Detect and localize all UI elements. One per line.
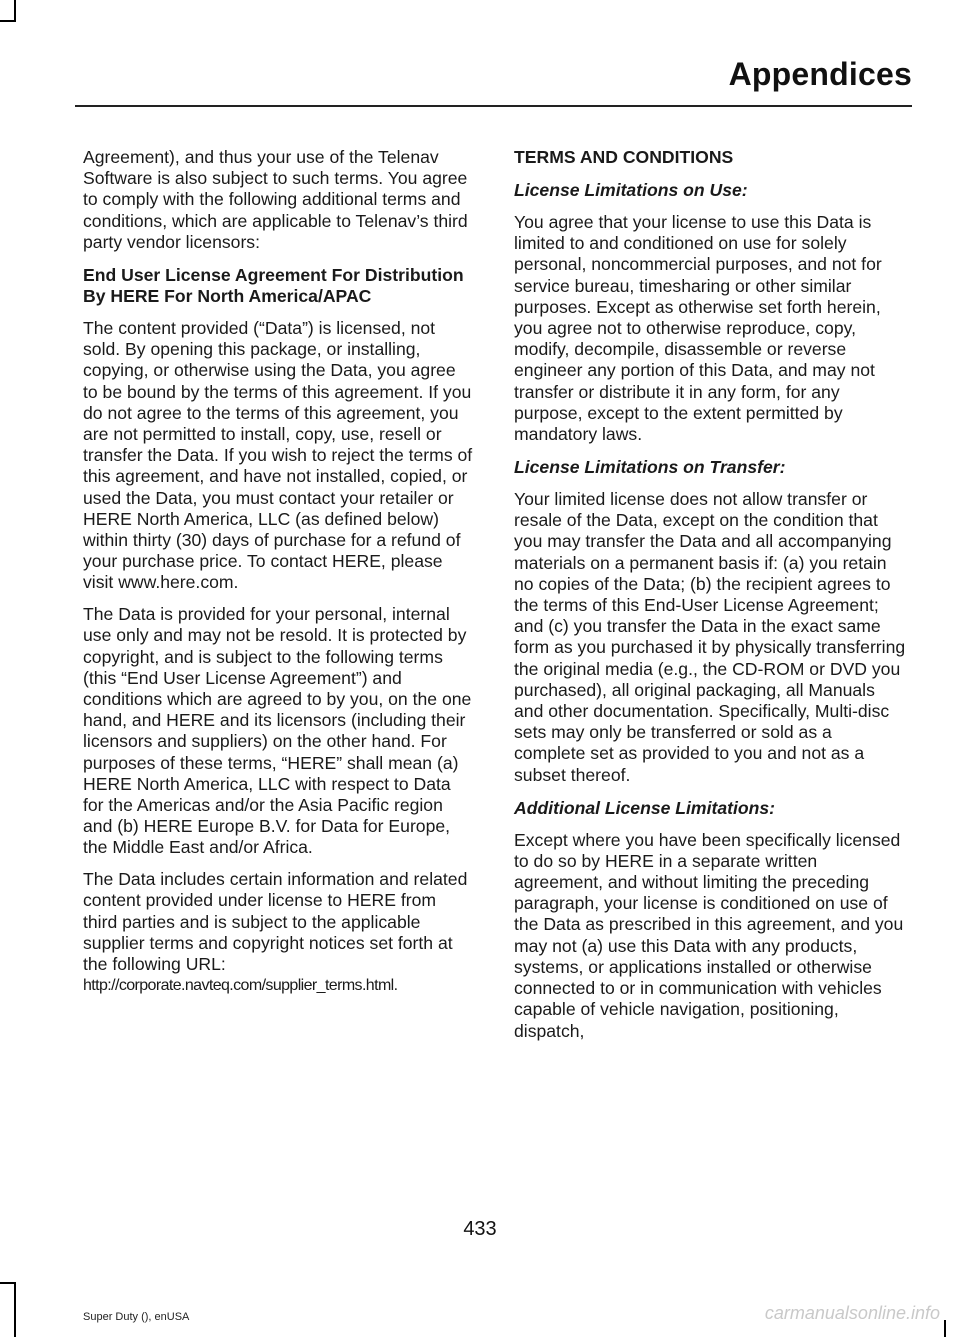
section-heading: TERMS AND CONDITIONS — [514, 147, 734, 167]
crop-mark-top-left-horizontal — [0, 20, 16, 22]
left-column — [83, 147, 475, 997]
subsection-heading: License Limitations on Transfer: — [514, 457, 786, 478]
subsection-heading: License Limitations on Use: — [514, 180, 748, 201]
paragraph: The Data includes certain information and related content provided under license to HERE from third parties and is subject to the applicable supplier terms and copyright notices set forth at the following URL: — [83, 869, 468, 975]
paragraph: Agreement), and thus your use of the Telenav Software is also subject to such terms. You agree to comply with the following additional terms and conditions, which are applicable to Telenav’s third party vendor licensors: — [83, 147, 468, 252]
section-heading: End User License Agreement For Distribution By HERE For North America/APAC — [83, 265, 464, 307]
header-divider — [75, 105, 912, 107]
subsection-heading: Additional License Limitations: — [514, 797, 775, 818]
paragraph: Your limited license does not allow transfer or resale of the Data, except on the condition that you may transfer the Data and all accompanying materials on a permanent basis if: (a) you retain no copies of the Data; (b) the recipient agrees to the terms of this End-User License Agreement; and (c) you transfer the Data in the exact same form as you purchased it by physically transferring the original media (e.g., the CD-ROM or DVD you purchased), all original packaging, all Manuals and other documentation. Specifically, Multi-disc sets may only be transferred or sold as a complete set as provided to you and not as a subset thereof. — [514, 489, 906, 785]
paragraph: The Data is provided for your personal, internal use only and may not be resold. It is protected by copyright, and is subject to the following terms (this “End User License Agreement”) and conditions which are agreed to by you, on the one hand, and HERE and its licensors (including their licensors and suppliers) on the other hand. For purposes of these terms, “HERE” shall mean (a) HERE North America, LLC with respect to Data for the Americas and/or the Asia Pacific region and (b) HERE Europe B.V. for Data for Europe, the Middle East and/or Africa. — [83, 604, 472, 858]
crop-mark-bottom-left — [14, 1282, 16, 1337]
paragraph: Except where you have been specifically licensed to do so by HERE in a separate written agreement, and without limiting the preceding paragraph, your license is conditioned on use of the Data as prescribed in this agreement, and you may not (a) use this Data with any products, systems, or applications installed or otherwise connected to or in communication with vehicles capable of vehicle navigation, positioning, dispatch, — [514, 829, 904, 1041]
page-title: Appendices — [728, 56, 912, 92]
paragraph: You agree that your license to use this Data is limited to and conditioned on use for solely personal, noncommercial purposes, and not for service bureau, timesharing or other similar purposes. Except as otherwise set forth herein, you agree not to otherwise reproduce, copy, modify, decompile, disassemble or reverse engineer any portion of this Data, and may not transfer or distribute it in any form, for any purpose, except to the extent permitted by mandatory laws. — [514, 212, 882, 445]
right-column — [514, 147, 906, 1052]
paragraph: The content provided (“Data”) is licensed, not sold. By opening this package, or installing, copying, or otherwise using the Data, you agree to be bound by the terms of this agreement. If you do not agree to the terms of this agreement, you are not permitted to install, copy, use, resell or transfer the Data. If you wish to reject the terms of this agreement, and have not installed, copied, or used the Data, you must contact your retailer or HERE North America, LLC (as defined below) within thirty (30) days of purchase for a refund of your purchase price. To contact HERE, please visit www.here.com. — [83, 318, 473, 593]
crop-mark-bottom-left-horizontal — [0, 1282, 16, 1284]
crop-mark-top-left — [14, 0, 16, 22]
supplier-terms-url: http://corporate.navteq.com/supplier_terms.html. — [83, 977, 398, 995]
page-number: 433 — [463, 1218, 497, 1240]
watermark-site: carmanualsonline.info — [764, 1303, 940, 1323]
document-info: Super Duty (), enUSA — [83, 1311, 190, 1323]
crop-mark-bottom-right — [944, 1320, 946, 1337]
